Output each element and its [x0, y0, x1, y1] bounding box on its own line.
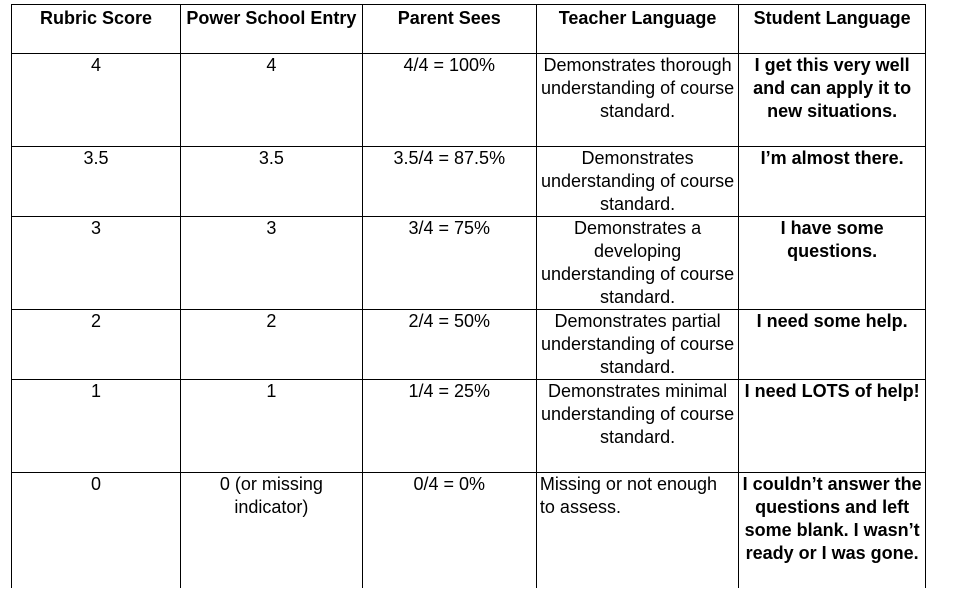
- student-language-cell: I’m almost there.: [739, 147, 926, 217]
- rubric-score-cell: 3: [12, 217, 181, 310]
- rubric-score-cell: 3.5: [12, 147, 181, 217]
- student-language-cell: I have some questions.: [739, 217, 926, 310]
- rubric-table: [11, 4, 926, 588]
- header-power-school-entry: Power School Entry: [181, 5, 363, 54]
- header-parent-sees: Parent Sees: [362, 5, 536, 54]
- header-row: [12, 5, 926, 54]
- rubric-score-cell: 1: [12, 380, 181, 473]
- teacher-language-cell: Demonstrates partial understanding of course standard.: [536, 310, 738, 380]
- parent-sees-cell: 2/4 = 50%: [362, 310, 536, 380]
- parent-sees-cell: 3.5/4 = 87.5%: [362, 147, 536, 217]
- table-row: [12, 217, 926, 310]
- parent-sees-cell: 3/4 = 75%: [362, 217, 536, 310]
- teacher-language-cell: Demonstrates minimal understanding of course standard.: [536, 380, 738, 473]
- teacher-language-cell: Demonstrates a developing understanding of course standard.: [536, 217, 738, 310]
- table-row: [12, 473, 926, 589]
- power-school-cell: 1: [181, 380, 363, 473]
- power-school-cell: 0 (or missing indicator): [181, 473, 363, 589]
- table-row: [12, 54, 926, 147]
- table-row: [12, 310, 926, 380]
- header-rubric-score: Rubric Score: [12, 5, 181, 54]
- parent-sees-cell: 4/4 = 100%: [362, 54, 536, 147]
- rubric-score-cell: 4: [12, 54, 181, 147]
- teacher-language-cell: Missing or not enough to assess.: [536, 473, 738, 589]
- table-row: [12, 380, 926, 473]
- power-school-cell: 3.5: [181, 147, 363, 217]
- table-row: [12, 147, 926, 217]
- parent-sees-cell: 1/4 = 25%: [362, 380, 536, 473]
- rubric-score-cell: 2: [12, 310, 181, 380]
- power-school-cell: 2: [181, 310, 363, 380]
- teacher-language-cell: Demonstrates thorough understanding of course standard.: [536, 54, 738, 147]
- rubric-score-cell: 0: [12, 473, 181, 589]
- student-language-cell: I need LOTS of help!: [739, 380, 926, 473]
- student-language-cell: I get this very well and can apply it to new situations.: [739, 54, 926, 147]
- student-language-cell: I couldn’t answer the questions and left some blank. I wasn’t ready or I was gone.: [739, 473, 926, 589]
- power-school-cell: 3: [181, 217, 363, 310]
- student-language-cell: I need some help.: [739, 310, 926, 380]
- power-school-cell: 4: [181, 54, 363, 147]
- teacher-language-cell: Demonstrates understanding of course standard.: [536, 147, 738, 217]
- parent-sees-cell: 0/4 = 0%: [362, 473, 536, 589]
- header-teacher-language: Teacher Language: [536, 5, 738, 54]
- header-student-language: Student Language: [739, 5, 926, 54]
